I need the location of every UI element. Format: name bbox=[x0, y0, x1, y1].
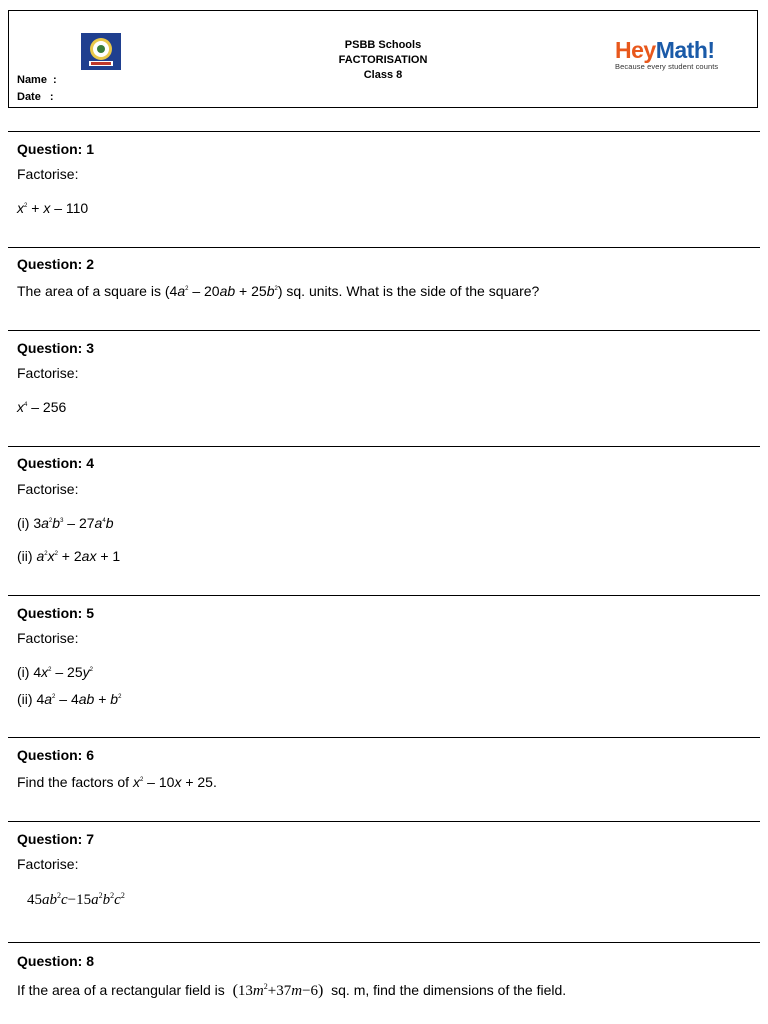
question-1-expression: $x^2 + x - 110$ bbox=[17, 200, 89, 216]
question-3-expression: $x^4 - 256$ bbox=[17, 399, 67, 415]
question-divider bbox=[8, 131, 760, 132]
heymath-logo bbox=[615, 38, 725, 71]
question-divider bbox=[8, 330, 760, 331]
question-divider bbox=[8, 821, 760, 822]
question-2-prompt: The area of a square is $(4a^2 - 20ab + 25b^2)$ sq. units. What is the side of the square? bbox=[17, 283, 540, 299]
brand-tagline: Because every student counts bbox=[615, 62, 719, 71]
question-6-title: Question: 6 bbox=[17, 747, 95, 763]
question-divider bbox=[8, 942, 760, 943]
question-4-prompt: Factorise: bbox=[17, 481, 79, 497]
question-divider bbox=[8, 446, 760, 447]
question-7-expression: $45ab^2c-15a^2b^2c^2$ bbox=[27, 891, 125, 908]
question-5-part-i: (i) $4x^2 - 25y^2$ bbox=[17, 664, 93, 680]
question-5-title: Question: 5 bbox=[17, 605, 95, 621]
class-label: Class 8 bbox=[363, 69, 403, 81]
question-divider bbox=[8, 737, 760, 738]
brand-hey: Hey bbox=[615, 37, 656, 63]
question-2-title: Question: 2 bbox=[17, 256, 95, 272]
school-name: PSBB Schools bbox=[344, 39, 422, 51]
date-field-label: Date : bbox=[17, 91, 54, 103]
question-1-prompt: Factorise: bbox=[17, 166, 79, 182]
question-8-title: Question: 8 bbox=[17, 953, 95, 969]
name-field-label: Name : bbox=[17, 74, 57, 86]
worksheet-header bbox=[8, 10, 758, 108]
question-1-title: Question: 1 bbox=[17, 141, 95, 157]
question-4-part-i: (i) $3a^2b^3 - 27a^4b$ bbox=[17, 515, 114, 531]
question-3-prompt: Factorise: bbox=[17, 365, 79, 381]
question-4-part-ii: (ii) $a^2x^2 + 2ax + 1$ bbox=[17, 548, 121, 564]
question-divider bbox=[8, 247, 760, 248]
question-6-prompt: Find the factors of $x^2 - 10x + 25$. bbox=[17, 774, 217, 790]
brand-math: Math! bbox=[655, 37, 715, 63]
question-7-title: Question: 7 bbox=[17, 831, 95, 847]
question-8-prompt: If the area of a rectangular field is $(13m^2+37m-6)$ sq. m, find the dimensions of the field. bbox=[17, 982, 567, 999]
question-7-prompt: Factorise: bbox=[17, 856, 79, 872]
question-3-title: Question: 3 bbox=[17, 340, 95, 356]
worksheet-subject: FACTORISATION bbox=[338, 54, 428, 66]
question-divider bbox=[8, 595, 760, 596]
question-5-prompt: Factorise: bbox=[17, 630, 79, 646]
question-5-part-ii: (ii) $4a^2 - 4ab + b^2$ bbox=[17, 691, 122, 707]
question-4-title: Question: 4 bbox=[17, 455, 95, 471]
